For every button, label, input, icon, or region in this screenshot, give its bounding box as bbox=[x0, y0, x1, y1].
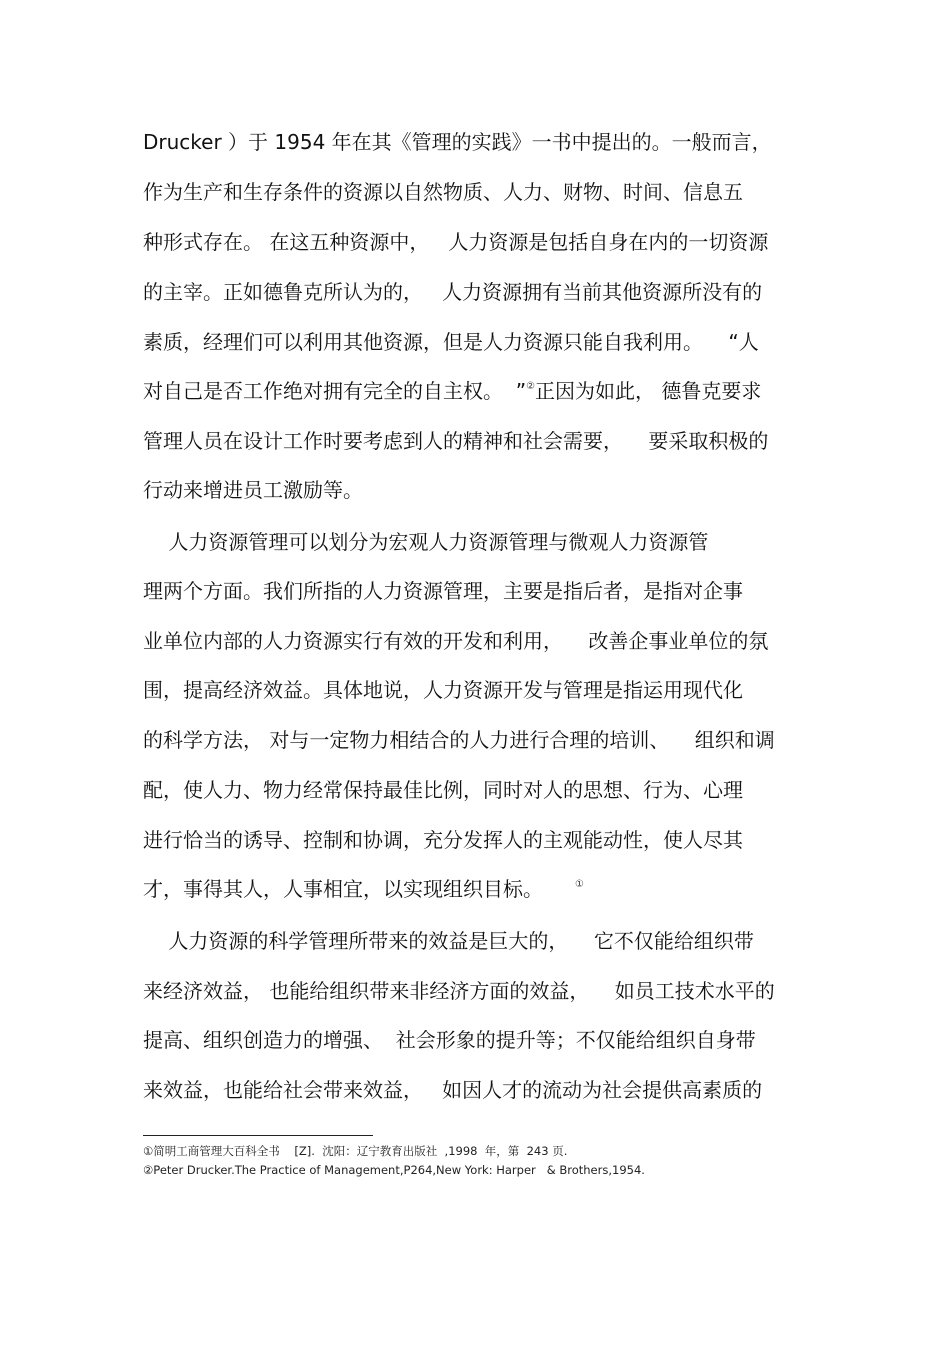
footnote-ref-1: ① bbox=[575, 879, 584, 890]
text-segment: 正因为如此， 德鲁克要求 bbox=[535, 379, 762, 403]
text-line: 围，提高经济效益。具体地说，人力资源开发与管理是指运用现代化 bbox=[143, 678, 743, 702]
footnote-ref-2: ② bbox=[526, 381, 536, 392]
text-line: 管理人员在设计工作时要考虑到人的精神和社会需要， 要采取积极的 bbox=[143, 429, 769, 453]
text-segment: 对自己是否工作绝对拥有完全的自主权。 ” bbox=[143, 379, 527, 403]
text-line-with-footnote-ref bbox=[143, 378, 761, 404]
text-line: 的主宰。正如德鲁克所认为的， 人力资源拥有当前其他资源所没有的 bbox=[143, 280, 763, 304]
text-line: 作为生产和生存条件的资源以自然物质、人力、财物、时间、信息五 bbox=[143, 180, 743, 204]
text-line: 业单位内部的人力资源实行有效的开发和利用， 改善企事业单位的氛 bbox=[143, 629, 769, 653]
text-segment: 才，事得其人，人事相宜，以实现组织目标。 bbox=[143, 877, 543, 901]
footnote-1: ①简明工商管理大百科全书 [Z]. 沈阳：辽宁教育出版社 ,1998 年，第 243 页. bbox=[143, 1144, 568, 1158]
text-line: 理两个方面。我们所指的人力资源管理，主要是指后者，是指对企事 bbox=[143, 579, 743, 603]
text-line: 的科学方法， 对与一定物力相结合的人力进行合理的培训、 组织和调 bbox=[143, 728, 775, 752]
text-line: 行动来增进员工激励等。 bbox=[143, 478, 363, 502]
footnote-2: ②Peter Drucker.The Practice of Management,P264,New York: Harper & Brothers,1954. bbox=[143, 1163, 645, 1177]
text-line: 配，使人力、物力经常保持最佳比例，同时对人的思想、行为、心理 bbox=[143, 778, 743, 802]
text-line: 来效益，也能给社会带来效益， 如因人才的流动为社会提供高素质的 bbox=[143, 1078, 763, 1102]
text-line: 进行恰当的诱导、控制和协调，充分发挥人的主观能动性，使人尽其 bbox=[143, 828, 743, 852]
footnote-divider bbox=[143, 1135, 373, 1136]
text-line: 素质，经理们可以利用其他资源，但是人力资源只能自我利用。 “人 bbox=[143, 330, 759, 354]
text-line-with-footnote-ref bbox=[143, 876, 584, 902]
paragraph-first-line: 人力资源管理可以划分为宏观人力资源管理与微观人力资源管 bbox=[143, 530, 709, 554]
text-line: 来经济效益， 也能给组织带来非经济方面的效益， 如员工技术水平的 bbox=[143, 979, 775, 1003]
text-line: 提高、组织创造力的增强、 社会形象的提升等；不仅能给组织自身带 bbox=[143, 1028, 756, 1052]
text-line: Drucker ）于 1954 年在其《管理的实践》一书中提出的。一般而言， bbox=[143, 130, 772, 154]
text-line: 种形式存在。 在这五种资源中， 人力资源是包括自身在内的一切资源 bbox=[143, 230, 769, 254]
paragraph-first-line: 人力资源的科学管理所带来的效益是巨大的， 它不仅能给组织带 bbox=[143, 929, 754, 953]
